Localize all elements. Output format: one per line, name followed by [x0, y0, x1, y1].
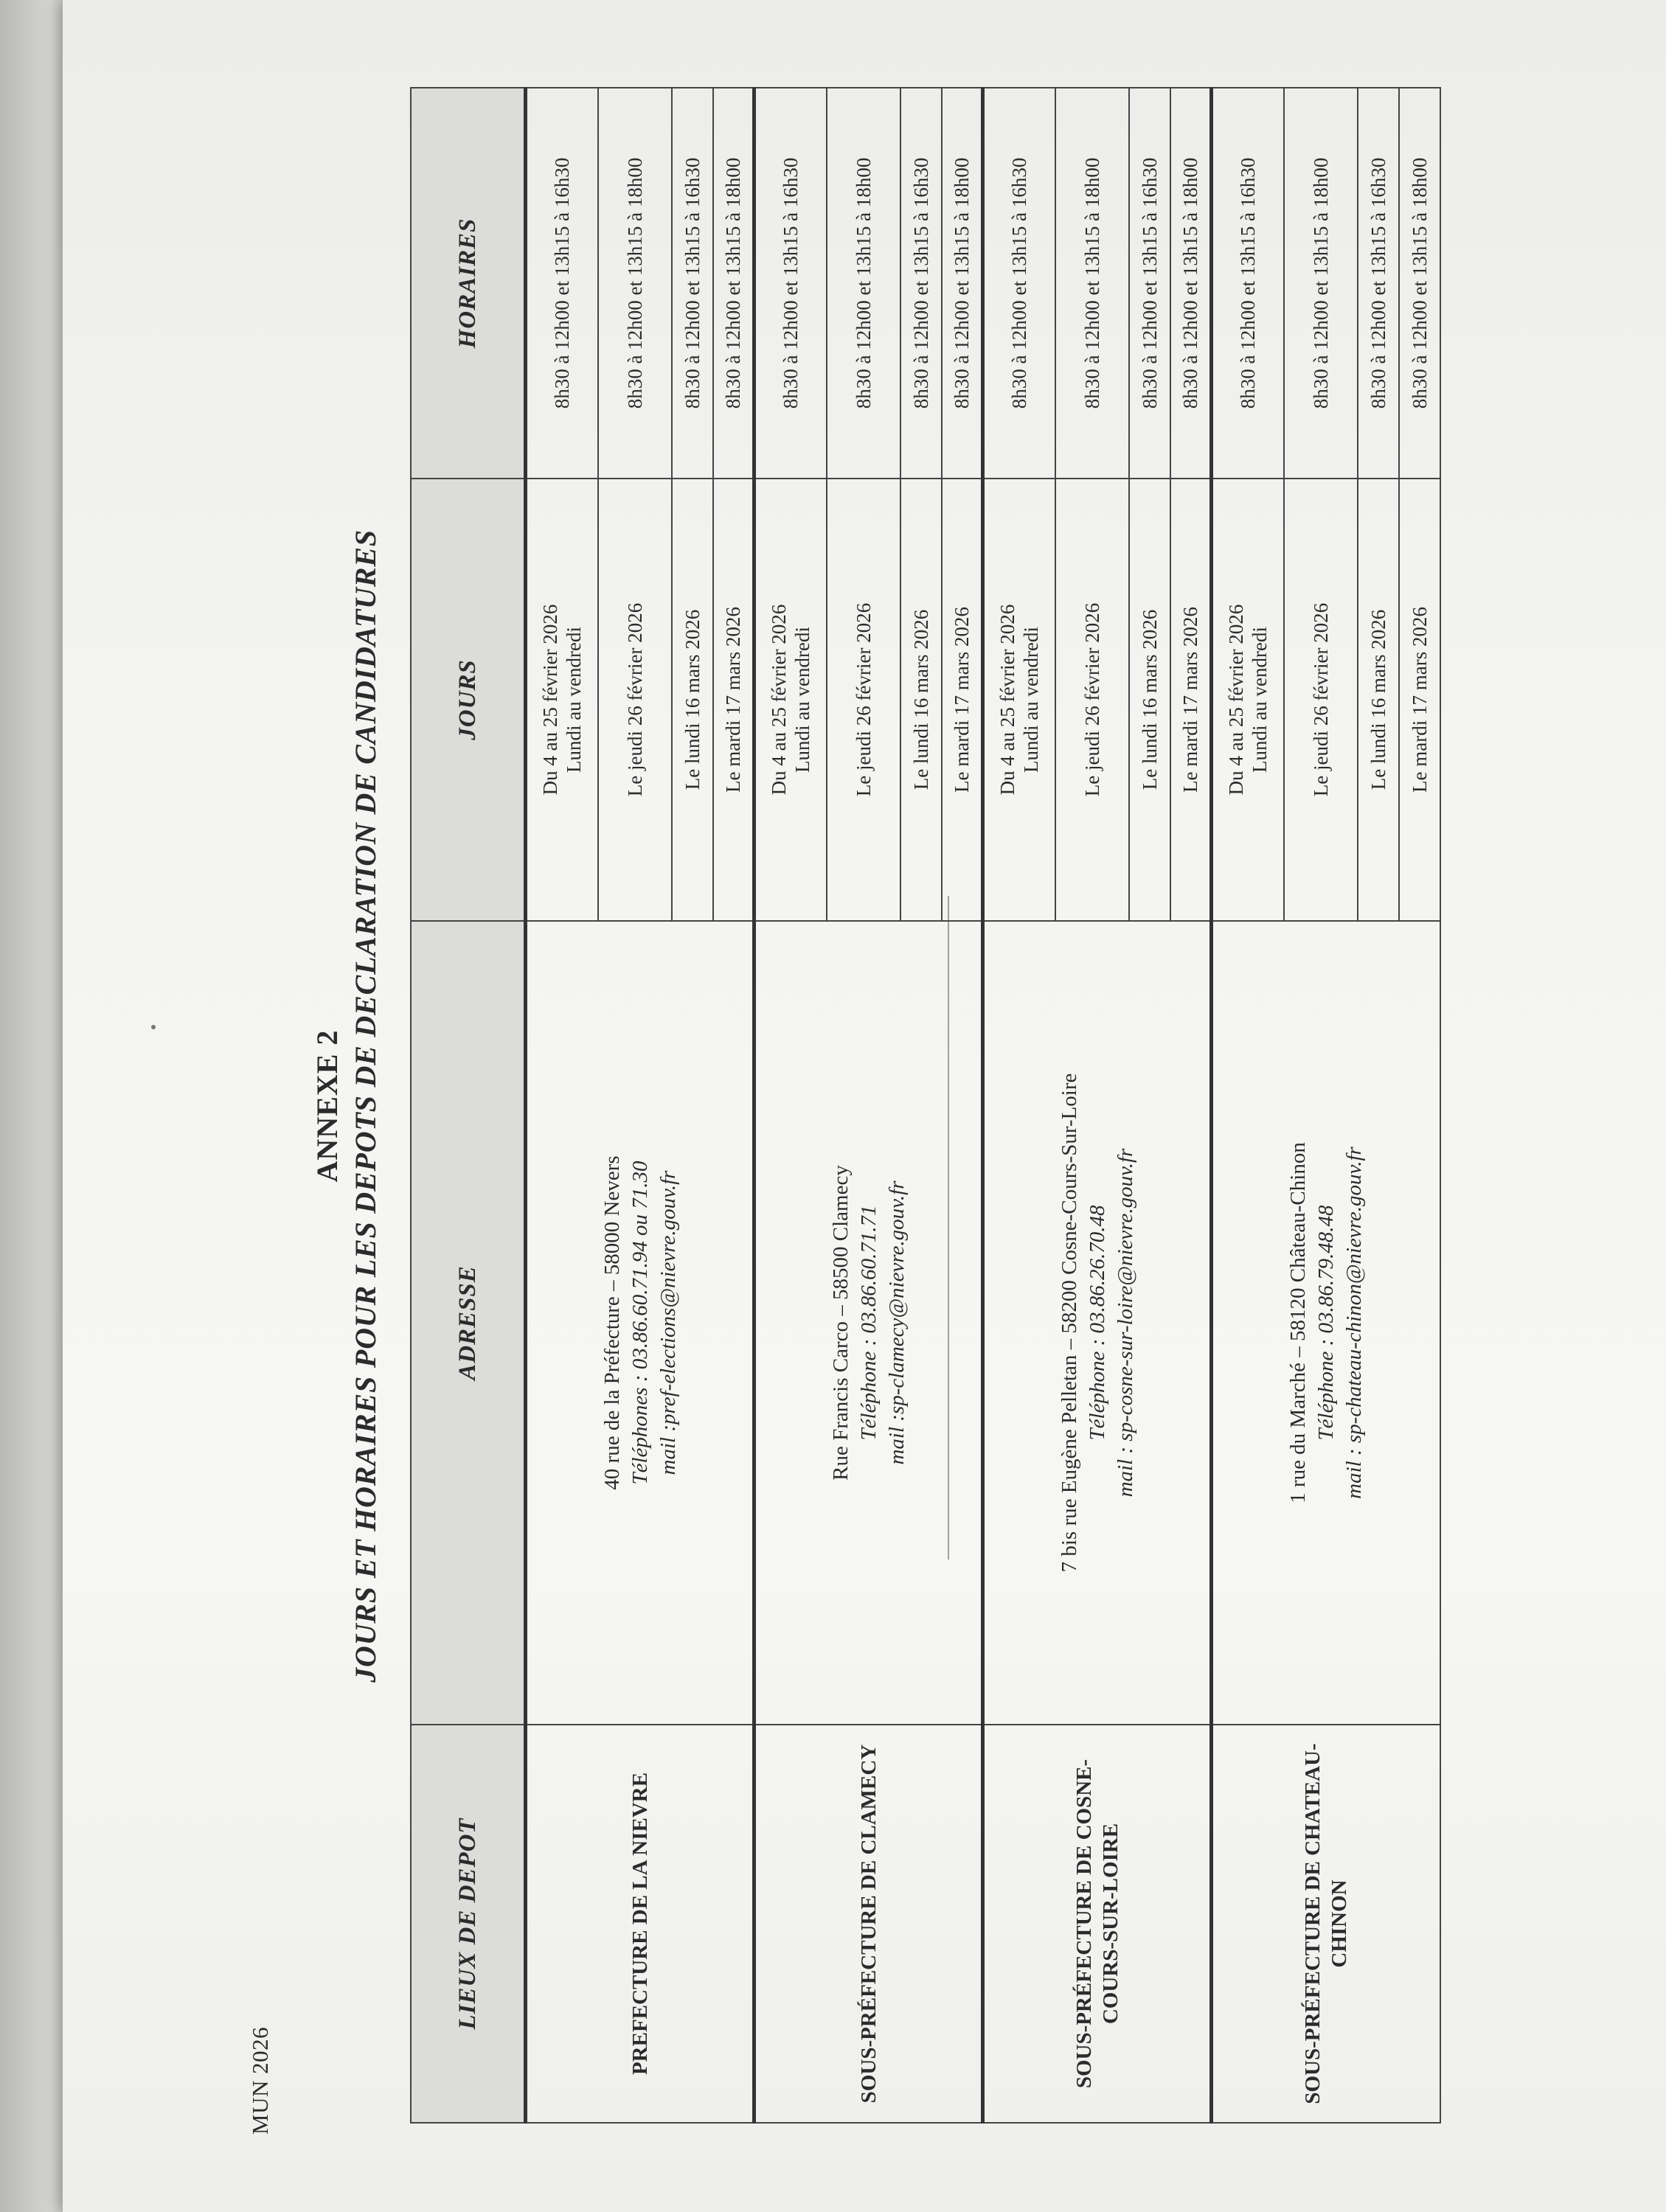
jours-cell	[1399, 479, 1440, 921]
jour-text: Le mardi 17 mars 2026	[950, 607, 973, 793]
jour-text: Le jeudi 26 février 2026	[852, 602, 875, 797]
jour-text: Le lundi 16 mars 2026	[1367, 609, 1389, 790]
phone-line: Téléphones : 03.86.60.71.94 ou 71.30	[628, 1161, 652, 1485]
jours-cell	[1129, 479, 1170, 921]
lieu-cell: SOUS-PRÉFECTURE DE CLAMECY	[754, 1725, 983, 2123]
jours-cell	[1358, 479, 1399, 921]
jour-text: Le jeudi 26 février 2026	[623, 602, 646, 797]
document-title: JOURS ET HORAIRES POUR LES DEPOTS DE DECLARATION DE CANDIDATURES	[349, 529, 382, 1683]
horaires-cell: 8h30 à 12h00 et 13h15 à 18h00	[827, 88, 900, 479]
mail-line: mail :pref-elections@nievre.gouv.fr	[656, 1170, 680, 1475]
horaires-cell: 8h30 à 12h00 et 13h15 à 16h30	[672, 88, 713, 479]
annexe-label: ANNEXE 2	[310, 1029, 344, 1183]
address-line: 40 rue de la Préfecture – 58000 Nevers	[600, 1155, 624, 1490]
lieu-cell: SOUS-PRÉFECTURE DE CHATEAU-CHINON	[1212, 1725, 1440, 2123]
horaires-cell: 8h30 à 12h00 et 13h15 à 16h30	[754, 88, 827, 479]
jours-cell	[1055, 479, 1129, 921]
jour-subtext: Lundi au vendredi	[791, 627, 814, 773]
column-header-lieux: LIEUX DE DEPOT	[411, 1725, 526, 2123]
jours-cell	[598, 479, 672, 921]
address-line: 7 bis rue Eugène Pelletan – 58200 Cosne-Cours-Sur-Loire	[1057, 1073, 1081, 1573]
lieu-cell: SOUS-PRÉFECTURE DE COSNE-COURS-SUR-LOIRE	[983, 1725, 1212, 2123]
jour-text: Le lundi 16 mars 2026	[681, 609, 704, 790]
table-row	[1212, 88, 1284, 2123]
jour-text: Le jeudi 26 février 2026	[1080, 602, 1103, 797]
jour-text: Le jeudi 26 février 2026	[1309, 602, 1332, 797]
horaires-cell: 8h30 à 12h00 et 13h15 à 18h00	[942, 88, 983, 479]
jour-text: Le mardi 17 mars 2026	[1408, 607, 1431, 793]
phone-line: Téléphone : 03.86.60.71.71	[856, 1205, 881, 1441]
jour-text: Le mardi 17 mars 2026	[1179, 607, 1201, 793]
jour-text: Du 4 au 25 février 2026	[996, 604, 1019, 796]
horaires-cell: 8h30 à 12h00 et 13h15 à 18h00	[598, 88, 672, 479]
horaires-cell: 8h30 à 12h00 et 13h15 à 16h30	[1129, 88, 1170, 479]
horaires-cell: 8h30 à 12h00 et 13h15 à 18h00	[1284, 88, 1358, 479]
address-line: 1 rue du Marché – 58120 Château-Chinon	[1286, 1142, 1311, 1503]
horaires-cell: 8h30 à 12h00 et 13h15 à 18h00	[713, 88, 754, 479]
horaires-cell: 8h30 à 12h00 et 13h15 à 16h30	[983, 88, 1055, 479]
address-cell	[526, 921, 754, 1725]
deposit-table	[410, 87, 1441, 2124]
address-line: Rue Francis Carco – 58500 Clamecy	[828, 1165, 853, 1481]
jour-text: Du 4 au 25 février 2026	[539, 604, 562, 796]
horaires-cell: 8h30 à 12h00 et 13h15 à 16h30	[526, 88, 598, 479]
table-body	[526, 88, 1440, 2123]
jour-text: Du 4 au 25 février 2026	[1225, 604, 1248, 796]
horaires-cell: 8h30 à 12h00 et 13h15 à 18h00	[1170, 88, 1212, 479]
lieu-cell: PREFECTURE DE LA NIEVRE	[526, 1725, 754, 2123]
jour-text: Le mardi 17 mars 2026	[721, 607, 744, 793]
document-code: MUN 2026	[247, 2026, 273, 2135]
jours-cell	[672, 479, 713, 921]
column-header-adresse: ADRESSE	[411, 921, 526, 1725]
jours-cell	[526, 479, 598, 921]
horaires-cell: 8h30 à 12h00 et 13h15 à 16h30	[1358, 88, 1399, 479]
document-page	[155, 37, 1630, 2175]
horaires-cell: 8h30 à 12h00 et 13h15 à 16h30	[1212, 88, 1284, 479]
jours-cell	[1284, 479, 1358, 921]
table-row	[983, 88, 1055, 2123]
column-header-horaires: HORAIRES	[411, 88, 526, 479]
jours-cell	[1212, 479, 1284, 921]
mail-line: mail : sp-cosne-sur-loire@nievre.gouv.fr	[1113, 1148, 1137, 1498]
jour-text: Le lundi 16 mars 2026	[909, 609, 932, 790]
phone-line: Téléphone : 03.86.26.70.48	[1085, 1205, 1109, 1441]
table-header-row	[411, 88, 526, 2123]
horaires-cell: 8h30 à 12h00 et 13h15 à 16h30	[900, 88, 942, 479]
horaires-cell: 8h30 à 12h00 et 13h15 à 18h00	[1399, 88, 1440, 479]
address-cell	[1212, 921, 1440, 1725]
table-row	[754, 88, 827, 2123]
mail-line: mail :sp-clamecy@nievre.gouv.fr	[884, 1180, 909, 1465]
jour-subtext: Lundi au vendredi	[1020, 627, 1043, 773]
address-cell	[983, 921, 1212, 1725]
jour-text: Le lundi 16 mars 2026	[1138, 609, 1161, 790]
phone-line: Téléphone : 03.86.79.48.48	[1314, 1205, 1339, 1441]
table-row	[526, 88, 598, 2123]
column-header-jours: JOURS	[411, 479, 526, 921]
jour-subtext: Lundi au vendredi	[1249, 627, 1271, 773]
jours-cell	[900, 479, 942, 921]
jour-text: Du 4 au 25 février 2026	[768, 604, 791, 796]
address-cell	[754, 921, 983, 1725]
jour-subtext: Lundi au vendredi	[563, 627, 586, 773]
jours-cell	[983, 479, 1055, 921]
jours-cell	[942, 479, 983, 921]
mail-line: mail : sp-chateau-chinon@nievre.gouv.fr	[1342, 1147, 1367, 1499]
jours-cell	[754, 479, 827, 921]
jours-cell	[827, 479, 900, 921]
jours-cell	[713, 479, 754, 921]
jours-cell	[1170, 479, 1212, 921]
horaires-cell: 8h30 à 12h00 et 13h15 à 18h00	[1055, 88, 1129, 479]
